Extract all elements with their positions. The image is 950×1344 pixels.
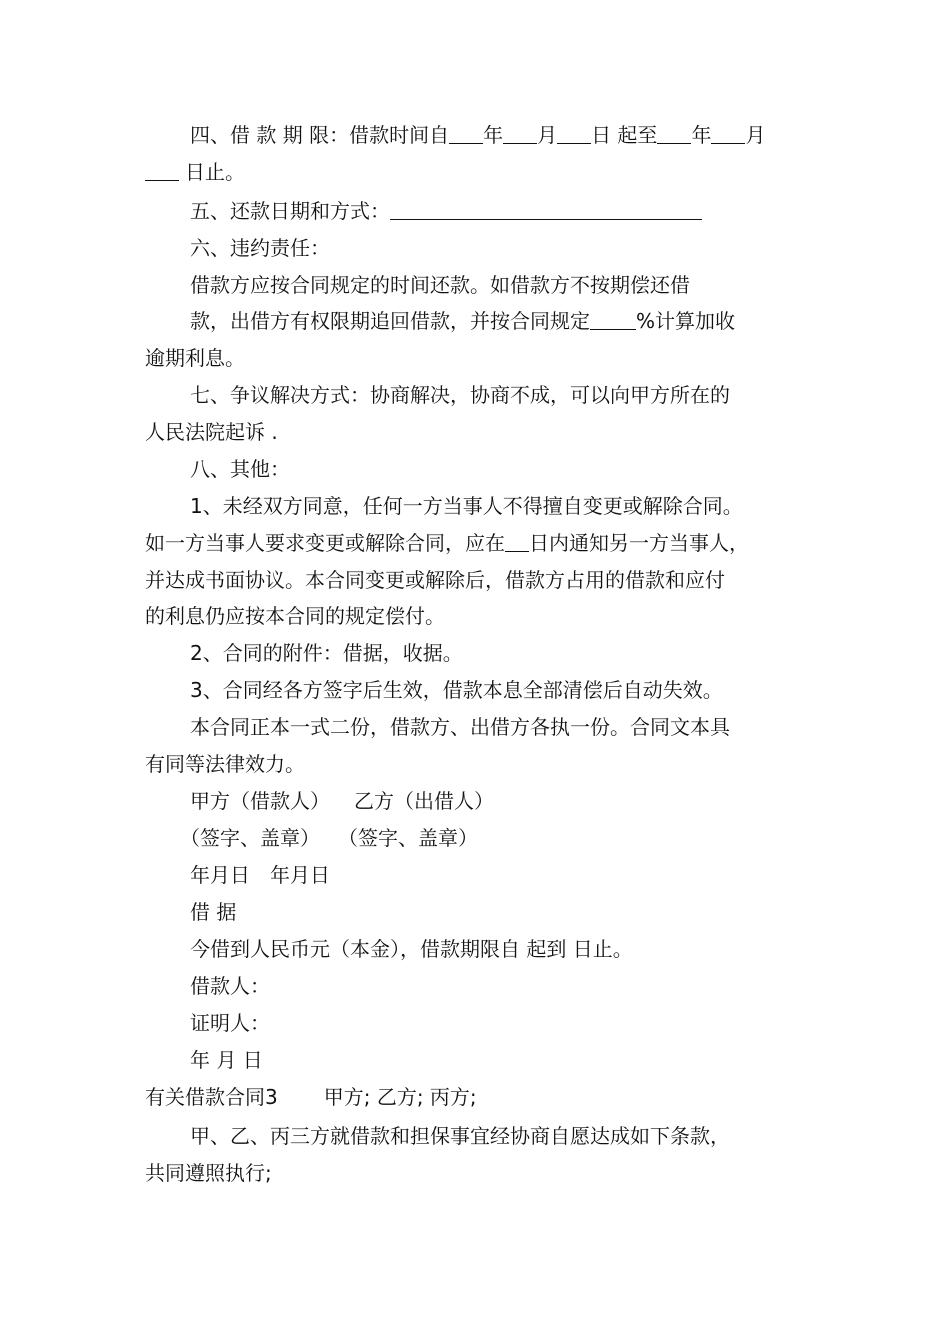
- other-title: 八、其他：: [190, 457, 290, 481]
- date-b-label: 年月日: [270, 863, 330, 887]
- receipt-witness: 证明人：: [190, 1011, 270, 1035]
- seal-a-label: （签字、盖章）: [180, 826, 320, 850]
- year-label: 年: [483, 123, 504, 147]
- other-item-3: 3、合同经各方签字后生效，借款本息全部清偿后自动失效。: [190, 678, 723, 702]
- breach-text: 款，出借方有权限期追回借款，并按合同规定: [190, 309, 590, 333]
- blank-start-year: [449, 123, 483, 144]
- breach-title: 六、违约责任：: [190, 236, 330, 260]
- blank-penalty-rate: [590, 309, 636, 330]
- loan-term-clause: [190, 120, 810, 150]
- closing-line-1: 本合同正本一式二份，借款方、出借方各执一份。合同文本具: [190, 715, 730, 739]
- other-item-1-line-1: 1、未经双方同意，任何一方当事人不得擅自变更或解除合同。: [190, 494, 743, 518]
- contract3-heading-row: [145, 1082, 810, 1112]
- loan-term-label: 四、借 款 期 限：借款时间自: [190, 123, 450, 147]
- day-end-label: 日止。: [185, 160, 245, 184]
- date-row: [190, 860, 810, 890]
- blank-start-month: [503, 123, 537, 144]
- month-label: 月: [537, 123, 558, 147]
- party-row: [190, 786, 810, 816]
- breach-line-2: [190, 306, 810, 336]
- day-until-label: 日 起至: [591, 123, 658, 147]
- receipt-title: 借 据: [190, 900, 237, 924]
- receipt-date: 年 月 日: [190, 1048, 263, 1072]
- party-b-label: 乙方（出借人）: [354, 789, 494, 813]
- notice-text: 如一方当事人要求变更或解除合同，应在: [145, 531, 505, 555]
- notice-suffix: 日内通知另一方当事人，: [529, 531, 749, 555]
- dispute-line-1: 七、争议解决方式：协商解决，协商不成，可以向甲方所在的: [190, 383, 730, 407]
- repayment-label: 五、还款日期和方式：: [190, 199, 390, 223]
- blank-end-year: [657, 123, 691, 144]
- month-label-2: 月: [745, 123, 766, 147]
- receipt-body: 今借到人民币元（本金），借款期限自 起到 日止。: [190, 937, 633, 961]
- other-item-2: 2、合同的附件：借据，收据。: [190, 641, 463, 665]
- breach-line-3: 逾期利息。: [145, 346, 245, 370]
- contract3-parties: 甲方; 乙方; 丙方;: [323, 1085, 477, 1109]
- loan-term-clause-end: [145, 157, 810, 187]
- repayment-clause: [190, 196, 810, 226]
- closing-line-2: 有同等法律效力。: [145, 752, 305, 776]
- blank-repayment-method: [390, 199, 702, 220]
- contract3-intro-line-1: 甲、乙、丙三方就借款和担保事宜经协商自愿达成如下条款，: [190, 1124, 730, 1148]
- contract3-intro-line-2: 共同遵照执行;: [145, 1161, 272, 1185]
- blank-end-day: [145, 160, 179, 181]
- other-item-1-line-2: [145, 528, 810, 558]
- receipt-borrower: 借款人：: [190, 974, 270, 998]
- other-item-1-line-4: 的利息仍应按本合同的规定偿付。: [145, 604, 445, 628]
- blank-start-day: [557, 123, 591, 144]
- contract3-heading: 有关借款合同3: [145, 1085, 278, 1109]
- seal-row: [180, 823, 845, 853]
- party-a-label: 甲方（借款人）: [190, 789, 330, 813]
- date-a-label: 年月日: [190, 863, 250, 887]
- blank-end-month: [711, 123, 745, 144]
- dispute-line-2: 人民法院起诉 .: [145, 420, 278, 444]
- blank-notice-days: [505, 531, 529, 552]
- seal-b-label: （签字、盖章）: [338, 826, 478, 850]
- year-label-2: 年: [691, 123, 712, 147]
- breach-line-1: 借款方应按合同规定的时间还款。如借款方不按期偿还借: [190, 273, 690, 297]
- penalty-rate-suffix: %计算加收: [636, 309, 736, 333]
- other-item-1-line-3: 并达成书面协议。本合同变更或解除后，借款方占用的借款和应付: [145, 568, 725, 592]
